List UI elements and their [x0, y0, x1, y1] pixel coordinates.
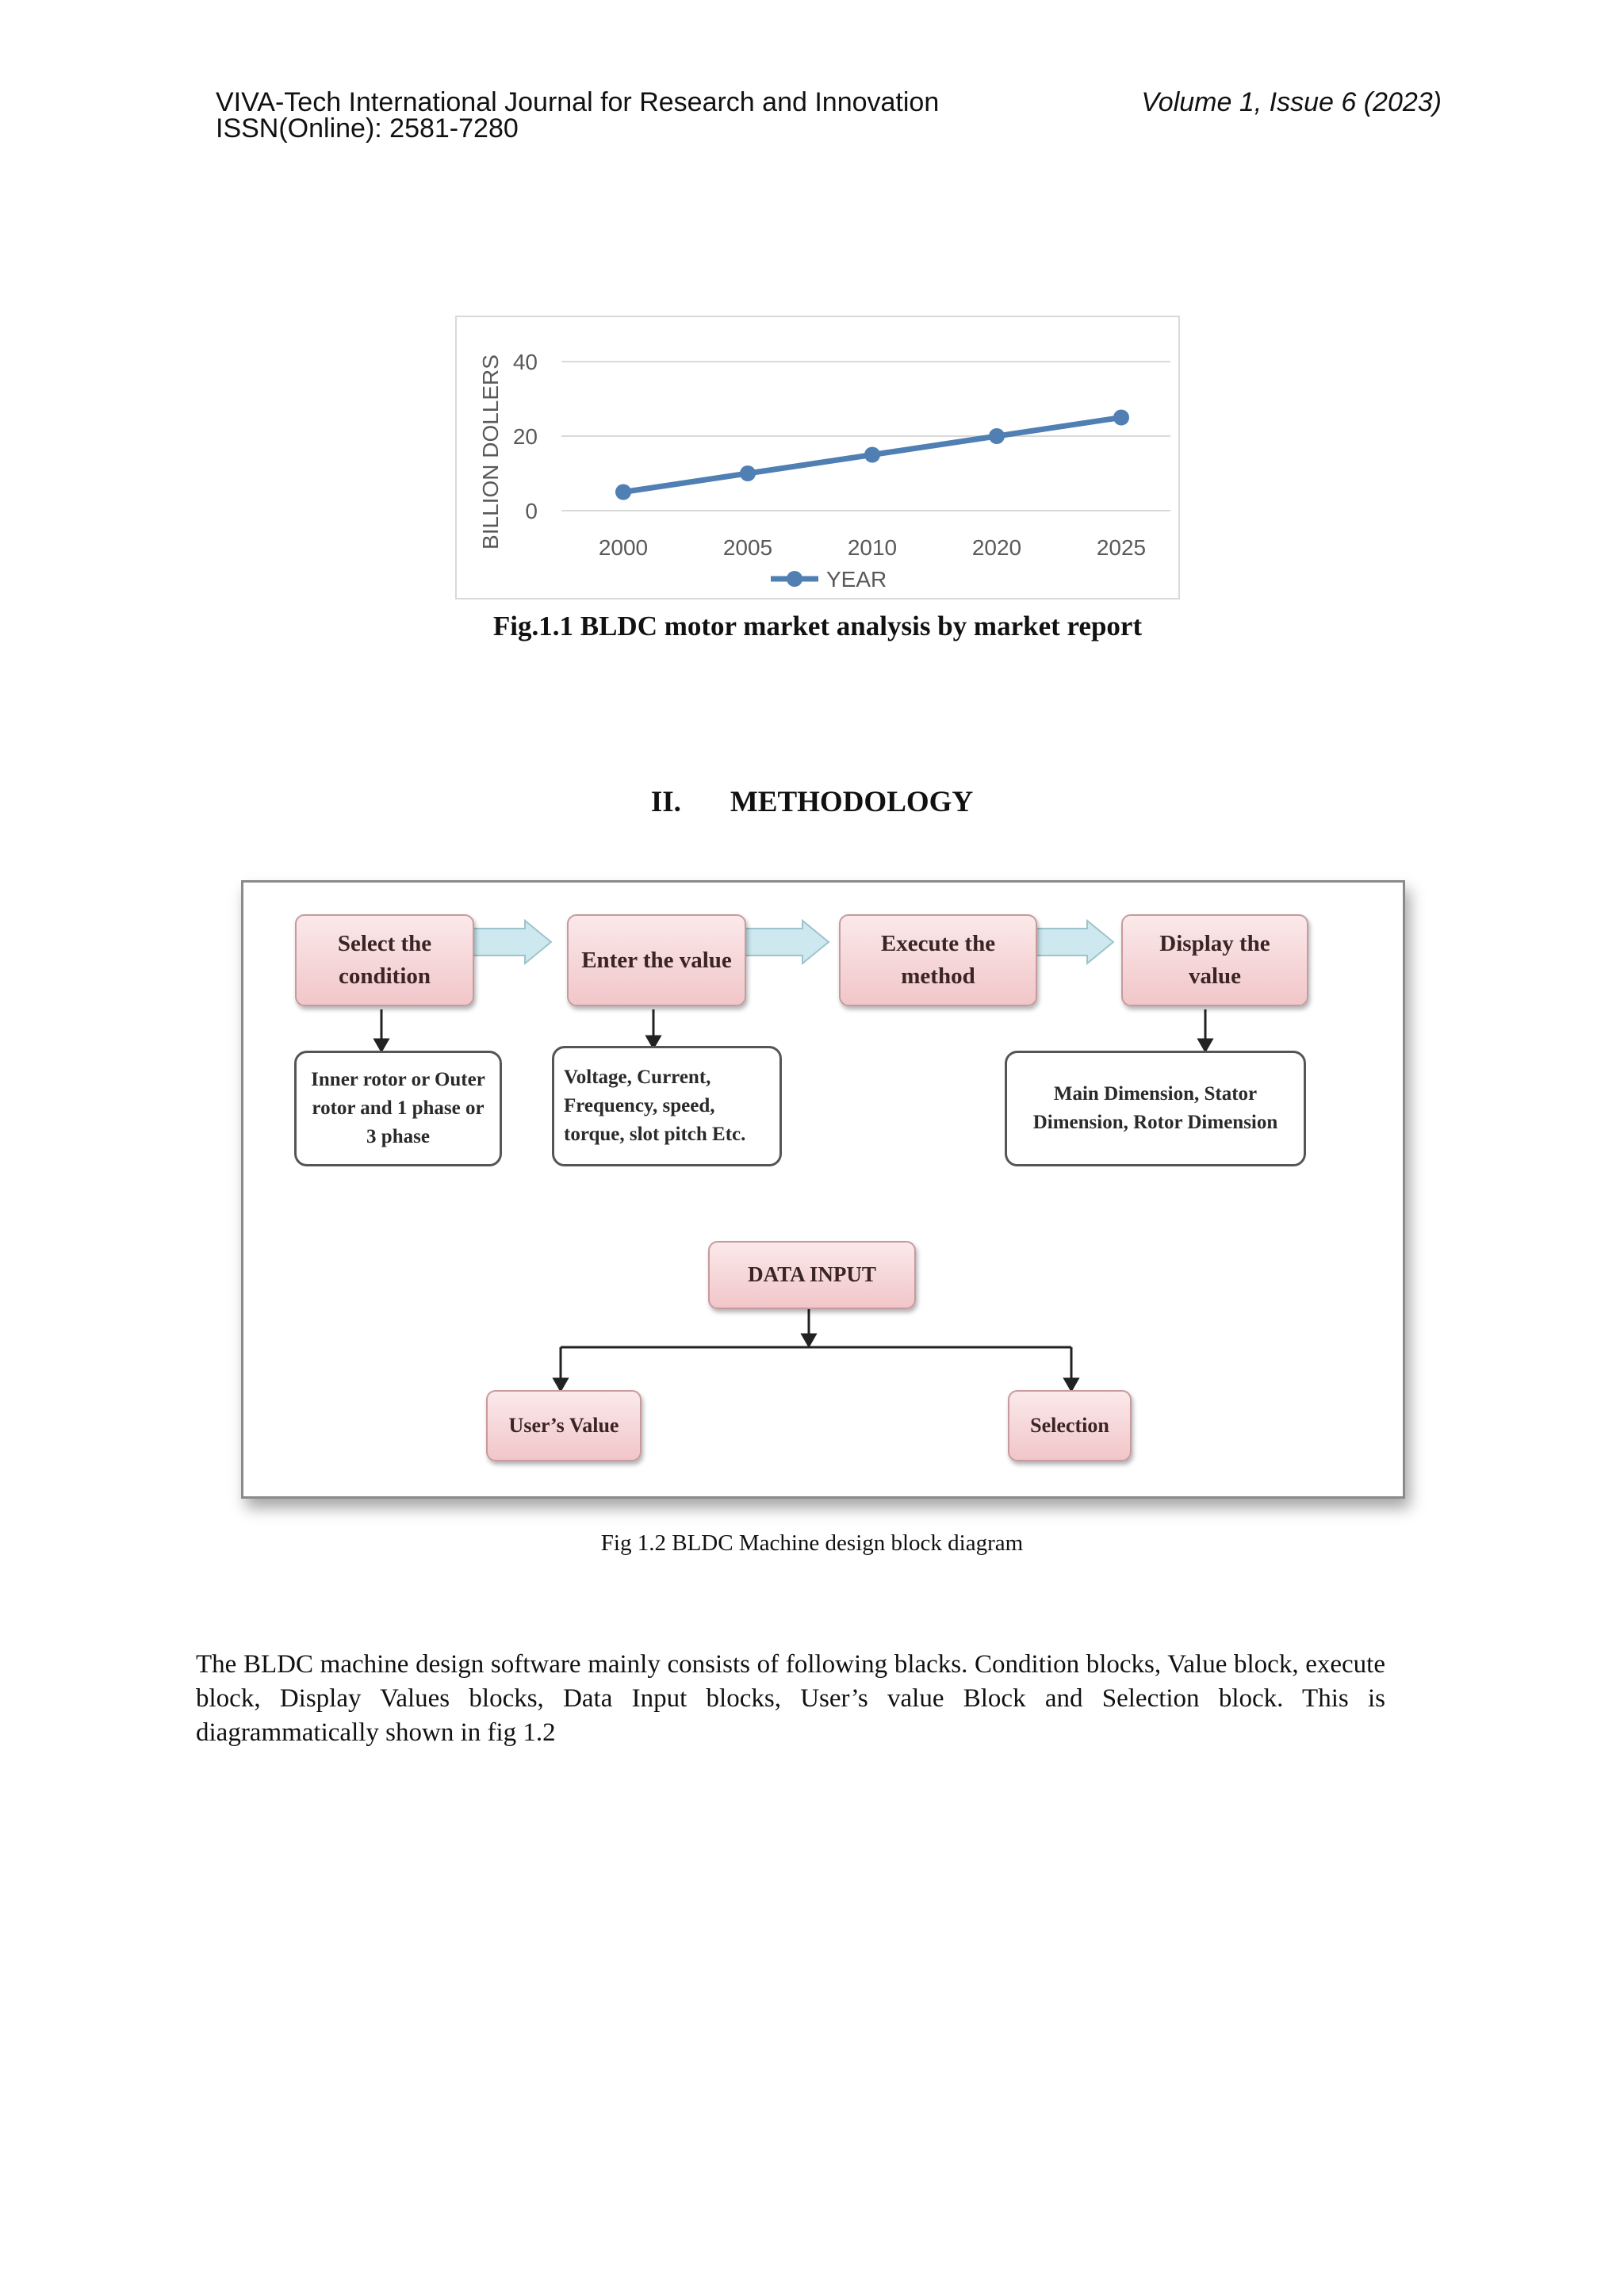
y-axis-label: BILLION DOLLERS: [478, 354, 503, 550]
figure-2-caption: Fig 1.2 BLDC Machine design block diagram: [600, 1530, 1024, 1556]
step-enter-value: Enter the value: [567, 914, 746, 1006]
step-select-condition: Select the condition: [295, 914, 474, 1006]
journal-name: VIVA-Tech International Journal for Research and Innovation: [216, 87, 940, 117]
arrowhead: [802, 1335, 815, 1346]
detail-dimensions: Main Dimension, Stator Dimension, Rotor Dimension: [1005, 1051, 1306, 1166]
market-chart-svg: [457, 317, 1182, 601]
step-execute-method: Execute the method: [839, 914, 1037, 1006]
x-tick-label: 2010: [847, 535, 898, 560]
arrowhead: [375, 1040, 388, 1051]
y-tick-label: 20: [512, 424, 538, 449]
flow-arrow: [1029, 921, 1113, 963]
y-tick-label: 0: [525, 499, 538, 523]
step-display-value: Display the value: [1121, 914, 1308, 1006]
arrowhead: [554, 1379, 567, 1390]
issn: ISSN(Online): 2581-7280: [216, 113, 519, 144]
section-number: II.: [650, 786, 681, 818]
users-value-block: User’s Value: [486, 1390, 642, 1461]
x-tick-label: 2025: [1096, 535, 1147, 560]
data-input-block: DATA INPUT: [708, 1241, 916, 1309]
y-tick-label: 40: [512, 350, 538, 374]
x-tick-label: 2005: [722, 535, 773, 560]
block-diagram: [241, 880, 1405, 1499]
arrowhead: [1199, 1040, 1212, 1051]
legend-label: YEAR: [826, 567, 887, 592]
data-point: [989, 428, 1005, 444]
data-point: [864, 447, 880, 463]
section-heading: [0, 785, 1624, 819]
selection-block: Selection: [1008, 1390, 1132, 1461]
x-tick-label: 2020: [971, 535, 1022, 560]
data-point: [740, 465, 756, 481]
flow-arrow: [473, 921, 551, 963]
body-paragraph: The BLDC machine design software mainly consists of following blacks. Condition blocks, Value block, execute block, Display Values blocks, Data Input blocks, User’s value Block and Selection block. This is diagrammatically shown in fig 1.2: [196, 1650, 1385, 1747]
volume-issue: Volume 1, Issue 6 (2023): [1141, 87, 1442, 117]
flow-arrow: [745, 921, 829, 963]
data-point: [1113, 410, 1129, 426]
x-tick-label: 2000: [598, 535, 649, 560]
section-title: METHODOLOGY: [730, 786, 974, 818]
detail-rotor-phase: Inner rotor or Outer rotor and 1 phase or 3 phase: [294, 1051, 502, 1166]
figure-1-caption: Fig.1.1 BLDC motor market analysis by market report: [492, 611, 1143, 641]
arrowhead: [1065, 1379, 1078, 1390]
detail-input-values: Voltage, Current, Frequency, speed, torque, slot pitch Etc.: [552, 1046, 782, 1166]
market-chart: [455, 316, 1180, 599]
data-point: [615, 484, 631, 500]
legend-marker: [787, 571, 802, 587]
